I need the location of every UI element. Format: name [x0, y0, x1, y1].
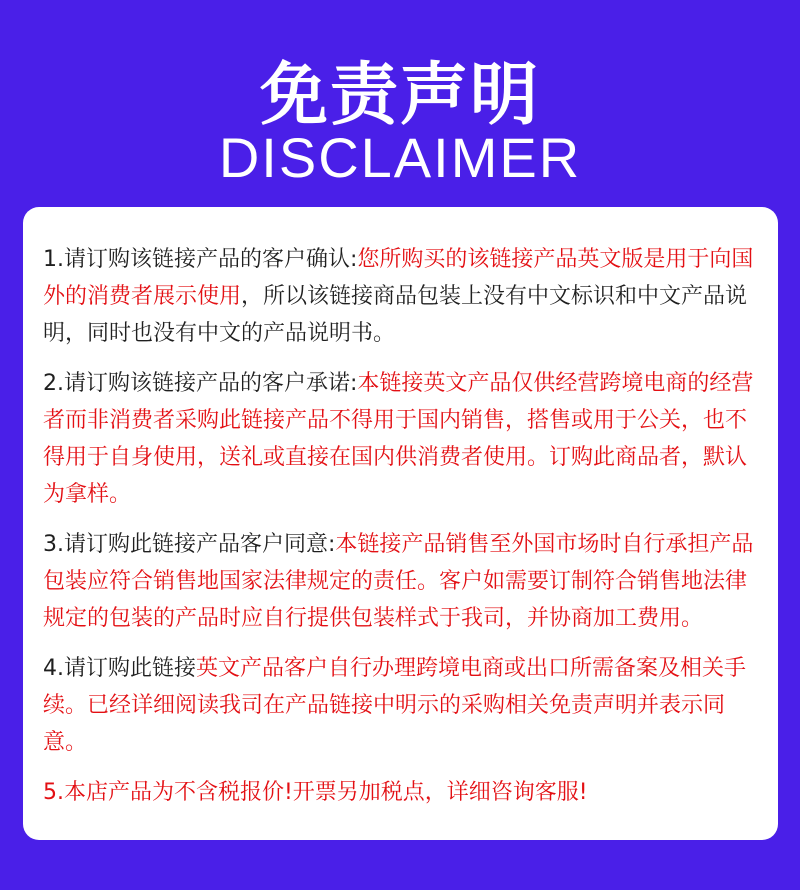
title-chinese: 免责声明 — [259, 56, 540, 135]
item-highlight-text: 英文产品客户自行办理跨境电商或出口所需备案及相关手续。已经详细阅读我司在产品链接中明示的采购相关免责声明并表示同意。 — [43, 656, 747, 755]
disclaimer-item-5 — [43, 774, 760, 811]
item-highlight-text: 本链接英文产品仅供经营跨境电商的经营者而非消费者采购此链接产品不得用于国内销售，搭售或用于公关，也不得用于自身使用，送礼或直接在国内供消费者使用。订购此商品者，默认为拿样。 — [43, 371, 754, 507]
disclaimer-item-3 — [43, 526, 760, 637]
item-highlight-text: 您所购买的该链接产品英文版是用于向国外的消费者展示使用 — [43, 247, 754, 309]
item-tail-text: ，所以该链接商品包装上没有中文标识和中文产品说明，同时也没有中文的产品说明书。 — [43, 284, 748, 346]
disclaimer-item-2 — [43, 365, 760, 513]
item-highlight-text: 本链接产品销售至外国市场时自行承担产品包装应符合销售地国家法律规定的责任。客户如需要订制符合销售地法律规定的包装的产品时应自行提供包装样式于我司，并协商加工费用。 — [43, 532, 754, 631]
disclaimer-item-1 — [43, 241, 760, 352]
title-english: DISCLAIMER — [218, 126, 582, 189]
disclaimer-card — [23, 207, 778, 840]
item-highlight-text: 5.本店产品为不含税报价!开票另加税点，详细咨询客服! — [43, 780, 588, 805]
item-lead-text: 3.请订购此链接产品客户同意: — [43, 532, 336, 557]
disclaimer-item-4 — [43, 650, 760, 761]
item-lead-text: 4.请订购此链接 — [43, 656, 196, 681]
header — [0, 0, 800, 205]
item-lead-text: 1.请订购该链接产品的客户确认: — [43, 247, 358, 272]
item-lead-text: 2.请订购该链接产品的客户承诺: — [43, 371, 358, 396]
